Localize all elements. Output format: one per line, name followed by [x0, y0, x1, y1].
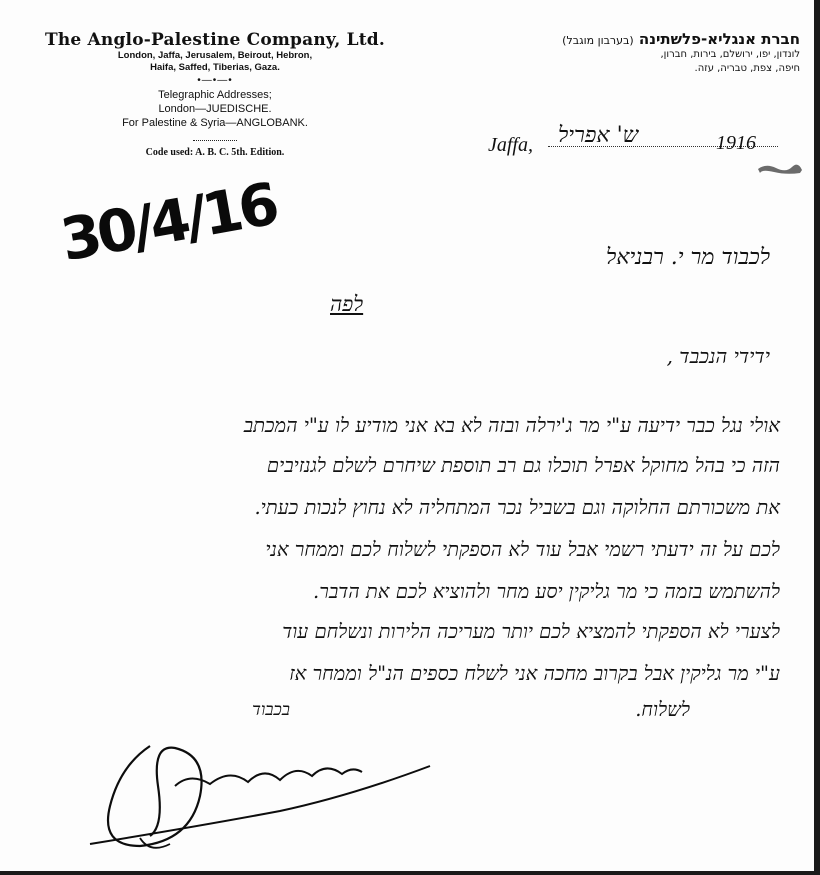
letterhead-english: [30, 30, 400, 158]
letter-line-6: לצערי לא הספקתי להמציא לכם יותר מעריכה הלירות ונשלחם עוד: [282, 620, 780, 643]
branches-he-line1: לונדון, יפו, ירושלם, בירות, חברון,: [660, 49, 800, 60]
letter-line-8: לשלוח.: [635, 698, 690, 721]
letterhead-squiggle: [193, 134, 237, 141]
letter-line-4: לכם על זה ידעתי רשמי אבל עוד לא הספקתי לשלוח לכם וממחר אני: [265, 538, 780, 561]
salutation: ידידי הנכבד ,: [666, 344, 770, 368]
telegraphic-label: Telegraphic Addresses;: [158, 89, 272, 101]
letter-line-5: להשתמש בזמה כי מר גליקין יסע מחר ולהוציא לכם את הדבר.: [313, 580, 780, 603]
closing: בכבוד: [252, 700, 290, 720]
date-handwritten: ש' אפריל: [558, 123, 639, 148]
company-name-he-sub: (בערבון מוגבל): [562, 34, 634, 47]
branches-en-line1: London, Jaffa, Jerusalem, Beirout, Hebron,: [117, 50, 313, 61]
letter-line-3: את משכורתם החלוקה וגם בשביל נכר המתחליה לא נחוץ לנכות כעתי.: [254, 496, 780, 519]
date-line: [488, 123, 788, 156]
scan-edge-right: [814, 0, 820, 875]
date-year: 1916: [716, 132, 756, 154]
addressee: לכבוד מר י. רבניאל: [605, 245, 770, 270]
received-date-mark: 30/4/16: [55, 169, 281, 275]
letterhead-hebrew: [440, 30, 800, 76]
branches-he-line2: חיפה, צפת, טבריה, עזה.: [694, 63, 800, 74]
addressee-place: לפה: [330, 292, 364, 316]
letterhead-divider: •—•—•: [197, 75, 233, 86]
company-name-he-main: חברת אנגליא-פלשתינה: [638, 30, 800, 48]
letter-line-1: אולי נגל כבר ידיעה ע"י מר ג'ירלה ובזה לא בא אני מודיע לו ע"י המכתב: [243, 414, 780, 437]
branches-en-line2: Haifa, Saffed, Tiberias, Gaza.: [150, 62, 280, 73]
signature: [80, 726, 440, 866]
letter-line-7: ע"י מר גליקין אבל בקרוב מחכה אני לשלח כספים הנ"ל וממחר אז: [289, 662, 780, 685]
company-name-he: [440, 30, 800, 48]
telegraphic-london: London—JUEDISCHE.: [158, 103, 272, 115]
date-city: Jaffa,: [488, 134, 533, 156]
telegraphic-palestine: For Palestine & Syria—ANGLOBANK.: [122, 117, 308, 129]
scan-edge-bottom: [0, 871, 820, 875]
ink-smudge: [756, 160, 804, 176]
company-name-en: The Anglo-Palestine Company, Ltd.: [44, 30, 386, 50]
code-used: Code used: A. B. C. 5th. Edition.: [145, 147, 285, 158]
letter-line-2: הזה כי בהל מחוקל אפרל תוכלו גם רב תוספת שיחרם לשלם לגנזיבים: [266, 454, 780, 477]
